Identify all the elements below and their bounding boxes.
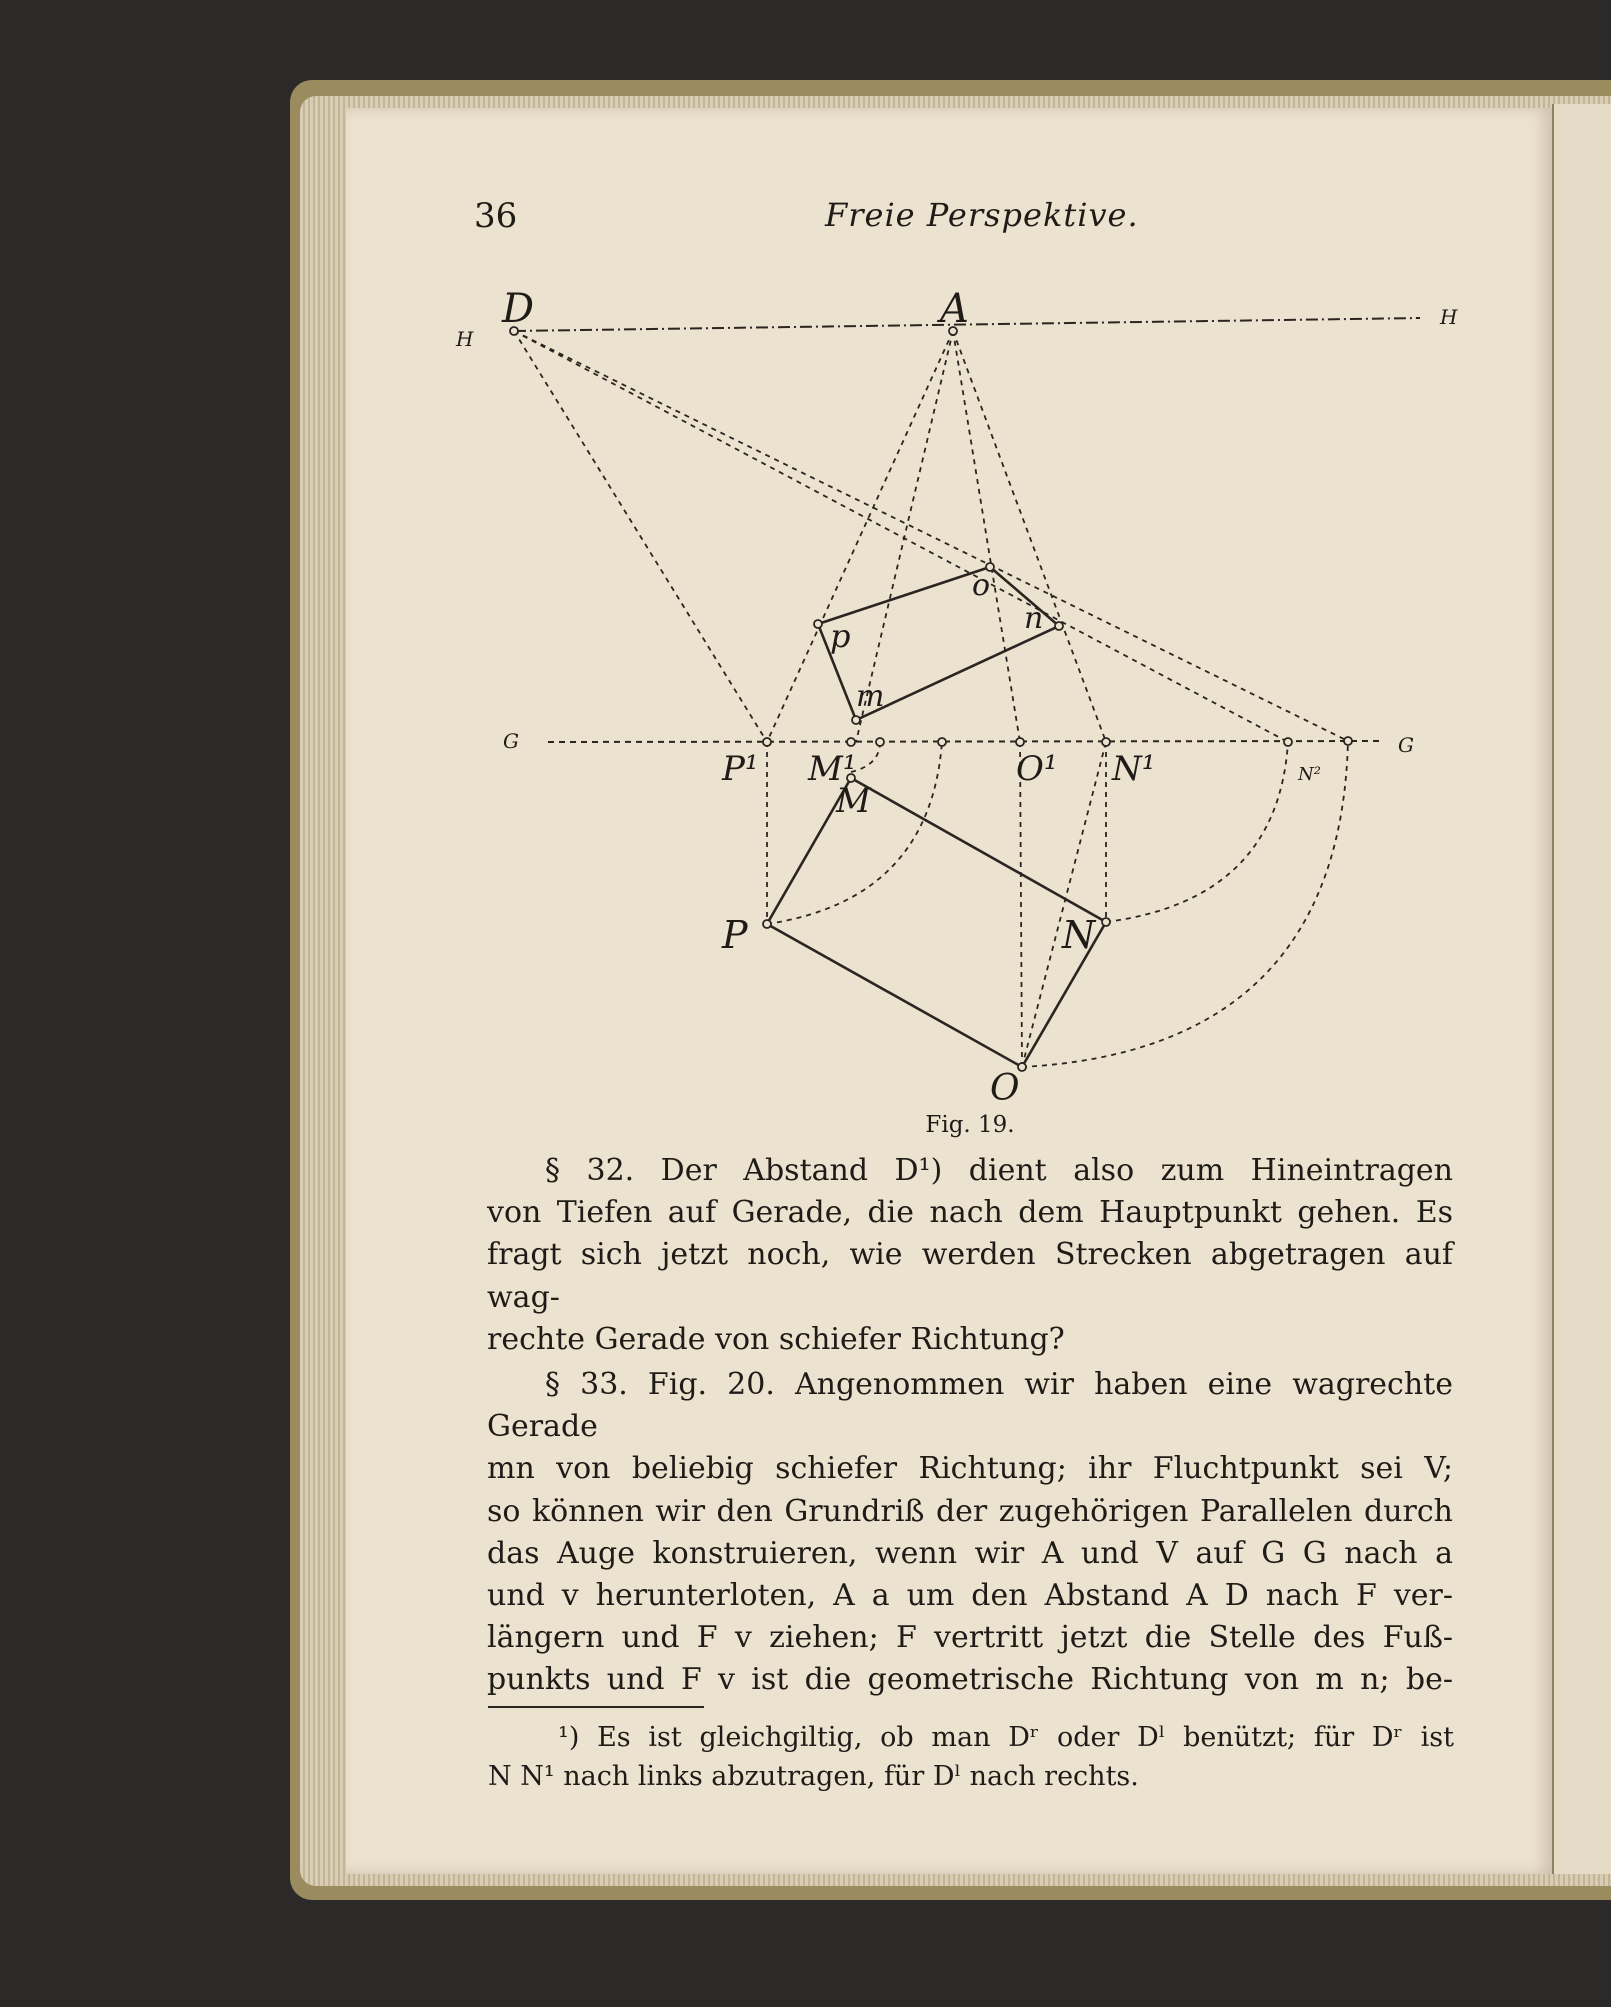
label-A: A [940, 286, 969, 332]
ray-O-N1 [1022, 742, 1106, 1067]
point-m [852, 716, 860, 724]
footnote [488, 1718, 1454, 1796]
point-N [1102, 918, 1110, 926]
paragraph-33 [487, 1364, 1453, 1702]
p33-line-7: punkts und F v ist die geometrische Richtung von m n; be- [487, 1662, 1453, 1698]
label-H-right: H [1440, 305, 1458, 329]
ray-A-N1 [953, 331, 1106, 742]
drop-O [1020, 742, 1022, 1067]
running-head: Freie Perspektive. [825, 196, 1139, 234]
label-M1: M¹ [808, 749, 857, 789]
label-m: m [856, 679, 885, 714]
footnote-line-2: N N¹ nach links abzutragen, für Dˡ nach rechts. [488, 1761, 1139, 1792]
label-G-left: G [503, 729, 519, 753]
label-O: O [990, 1068, 1020, 1109]
label-N2: N² [1298, 764, 1321, 785]
point-n [1055, 622, 1063, 630]
point-O1 [1016, 738, 1024, 746]
ray-D-G [514, 331, 1348, 741]
label-P1: P¹ [722, 749, 759, 789]
point-a1 [876, 738, 884, 746]
label-O1: O¹ [1016, 749, 1058, 789]
p33-line-1: § 33. Fig. 20. Angenommen wir haben eine wagrechte Gerade [487, 1367, 1453, 1445]
p33-line-4: das Auge konstruieren, wenn wir A und V auf G G nach a [487, 1535, 1453, 1571]
ground-plan-rect [767, 778, 1106, 1067]
ground-line [548, 741, 1383, 742]
perspective-quad [818, 567, 1059, 720]
point-G [1344, 737, 1352, 745]
arc-O [1022, 741, 1348, 1067]
footnote-divider [488, 1706, 704, 1708]
p33-line-6: längern und F v ziehen; F vertritt jetzt die Stelle des Fuß- [487, 1620, 1453, 1656]
label-p: p [830, 617, 851, 655]
p33-line-3: so können wir den Grundriß der zugehörigen Parallelen durch [487, 1493, 1453, 1529]
point-P [763, 920, 771, 928]
point-N1 [1102, 738, 1110, 746]
label-G-right: G [1398, 733, 1414, 757]
page-number: 36 [474, 196, 518, 236]
ray-A-O1 [953, 331, 1020, 742]
label-o: o [972, 568, 991, 603]
point-p [814, 620, 822, 628]
p32-line-3: fragt sich jetzt noch, wie werden Strecken abgetragen auf wag- [487, 1237, 1453, 1315]
p32-line-2: von Tiefen auf Gerade, die nach dem Hauptpunkt gehen. Es [487, 1195, 1453, 1231]
paragraph-32 [487, 1150, 1453, 1361]
label-P: P [722, 913, 748, 957]
label-N: N [1062, 913, 1096, 957]
point-a2 [938, 738, 946, 746]
point-N2 [1284, 738, 1292, 746]
point-P1 [763, 738, 771, 746]
p32-line-1: § 32. Der Abstand D¹) dient also zum Hineintragen [545, 1153, 1453, 1188]
label-N1: N¹ [1112, 749, 1156, 789]
p33-line-5: und v herunterloten, A a um den Abstand A D nach F ver- [487, 1578, 1453, 1614]
label-M: M [836, 781, 871, 821]
point-M1 [847, 738, 855, 746]
label-n: n [1024, 601, 1044, 636]
ray-D-N2 [514, 331, 1288, 742]
p32-line-4: rechte Gerade von schiefer Richtung? [487, 1321, 1065, 1357]
figure-caption: Fig. 19. [925, 1112, 1015, 1138]
label-D: D [502, 286, 535, 332]
footnote-line-1: ¹) Es ist gleichgiltig, ob man Dʳ oder Dˡ benützt; für Dʳ ist [558, 1722, 1454, 1753]
p33-line-2: mn von beliebig schiefer Richtung; ihr Fluchtpunkt sei V; [487, 1451, 1453, 1487]
label-H-left: H [456, 327, 474, 351]
